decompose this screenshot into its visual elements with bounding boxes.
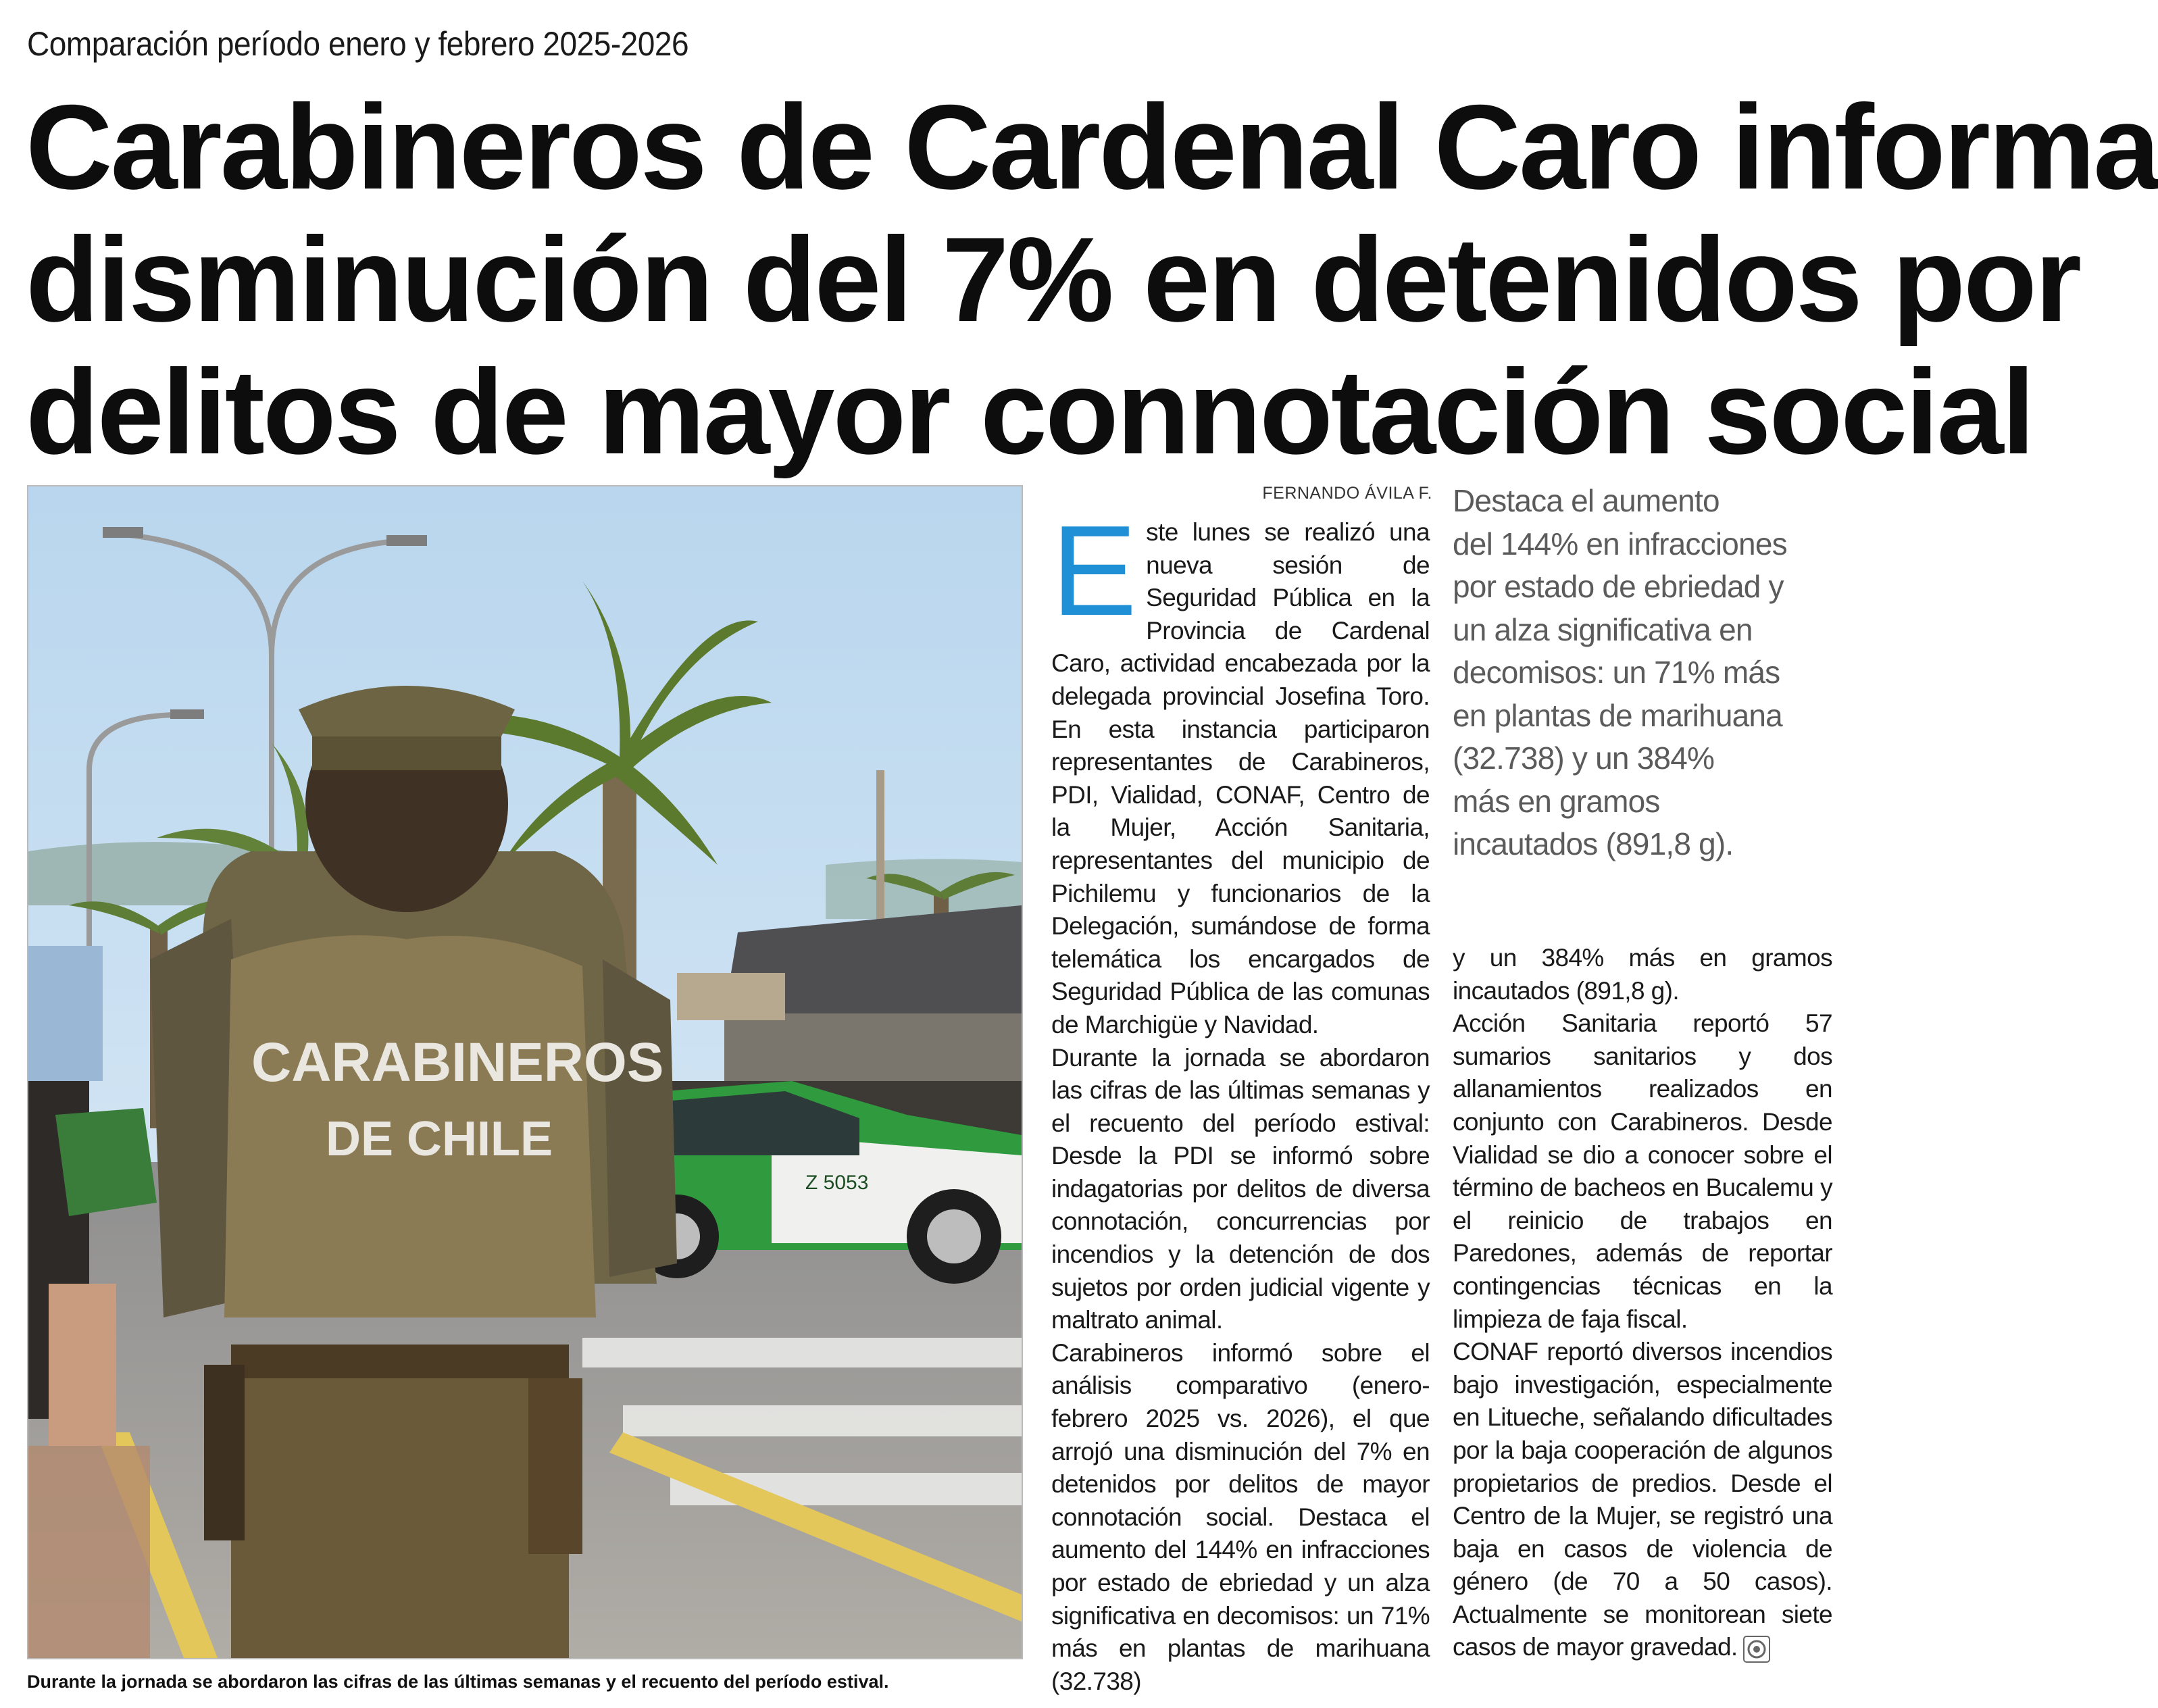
- article-paragraph: y un 384% más en gramos incautados (891,8 g).: [1453, 944, 1832, 1005]
- vest-text-bottom: DE CHILE: [326, 1112, 553, 1166]
- pull-quote-line: decomisos: un 71% más: [1453, 655, 1780, 690]
- article-paragraph: Carabineros informó sobre el análisis comparativo (enero-febrero 2025 vs. 2026), el que arrojó una disminución del 7% en detenidos por delitos de mayor connotación social. Destaca el aumento del 144% en infracciones por estado de ebriedad y un alza significativa en decomisos: un 71% más en plantas de marihuana (32.738): [1051, 1338, 1430, 1695]
- headline-line: disminución del 7% en detenidos por: [26, 212, 2080, 347]
- article-paragraph: Este lunes se realizó una nueva sesión de Seguridad Pública en la Provincia de Cardenal Caro, actividad encabezada por la delegada provincial Josefina Toro. En esta instancia participaron representantes de Carabineros, PDI, Vialidad, CONAF, Centro de la Mujer, Acción Sanitaria, representantes del municipio de Pichilemu y funcionarios de la Delegación, sumándose de forma telemática los encargados de Seguridad Pública de las comunas de Marchigüe y Navidad.: [1051, 499, 1430, 1038]
- vest-text-top: CARABINEROS: [251, 1032, 664, 1093]
- dropcap: E: [1051, 499, 1137, 643]
- pull-quote-line: incautados (891,8 g).: [1453, 826, 1734, 861]
- byline: FERNANDO ÁVILA F.: [1262, 484, 1432, 503]
- headline-line: delitos de mayor connotación social: [26, 345, 2034, 479]
- pull-quote: [1453, 480, 1817, 866]
- photo-caption: Durante la jornada se abordaron las cifras de las últimas semanas y el recuento del período estival.: [27, 1672, 889, 1692]
- article-column-1: [1051, 499, 1430, 1698]
- pull-quote-line: en plantas de marihuana: [1453, 697, 1782, 733]
- kicker: Comparación período enero y febrero 2025-2026: [27, 25, 689, 63]
- pull-quote-line: del 144% en infracciones: [1453, 526, 1787, 561]
- publication-end-icon: [1743, 1636, 1770, 1663]
- pull-quote-line: por estado de ebriedad y: [1453, 569, 1784, 604]
- pull-quote-line: un alza significativa en: [1453, 611, 1753, 647]
- article-paragraph: CONAF reportó diversos incendios bajo investigación, especialmente en Litueche, señalando dificultades por la baja cooperación de algunos propietarios de predios. Desde el Centro de la Mujer, se registró una baja en casos de violencia de género (de 70 a 50 casos). Actualmente se monitorean siete casos de mayor gravedad.: [1453, 1336, 1832, 1664]
- car-plate: Z 5053: [805, 1172, 869, 1194]
- headline: [26, 80, 2158, 479]
- article-paragraph: Acción Sanitaria reportó 57 sumarios sanitarios y dos allanamientos realizados en conjunto con Carabineros. Desde Vialidad se dio a conocer sobre el término de bacheos en Bucalemu y el reinicio de trabajos en Paredones, además de reportar contingencias técnicas en la limpieza de faja fiscal.: [1453, 1009, 1832, 1333]
- pull-quote-line: Destaca el aumento: [1453, 483, 1720, 518]
- pull-quote-line: más en gramos: [1453, 783, 1660, 819]
- pull-quote-line: (32.738) y un 384%: [1453, 740, 1715, 776]
- article-column-2: [1453, 942, 1832, 1664]
- article-paragraph: Durante la jornada se abordaron las cifras de las últimas semanas y el recuento del período estival: Desde la PDI se informó sobre indagatorias por delitos de diversa connotación, concurrencias por incendios y la detención de dos sujetos por orden judicial vigente y maltrato animal.: [1051, 1043, 1430, 1334]
- headline-line: Carabineros de Cardenal Caro informa: [26, 80, 2158, 214]
- article-photo: [27, 485, 1023, 1659]
